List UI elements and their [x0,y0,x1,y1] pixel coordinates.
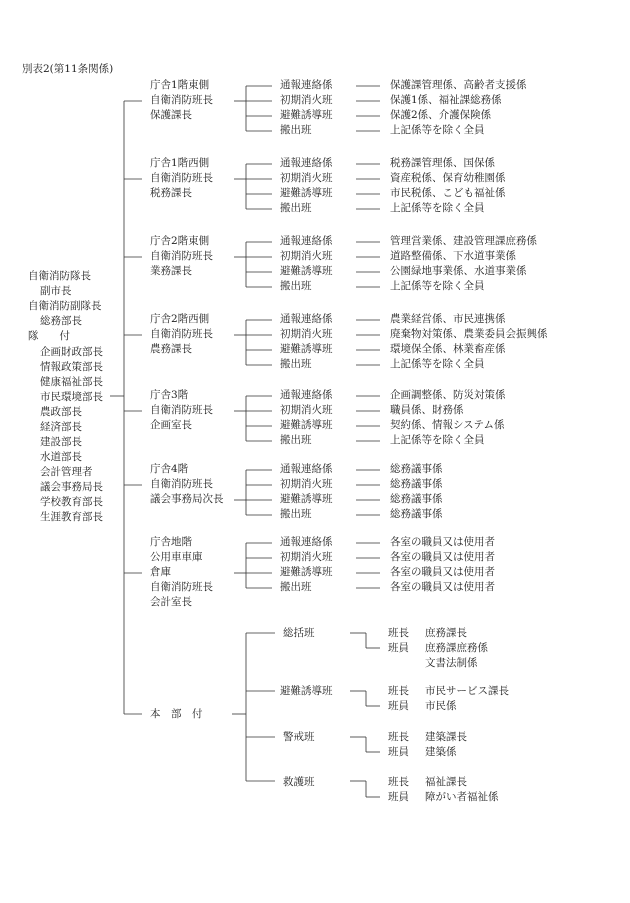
team-members: 総務議事係 [390,493,443,505]
team-members: 上記係等を除く全員 [390,434,485,446]
attached-member: 生涯教育部長 [40,511,103,523]
group-label: 庁舎地階 [150,536,192,548]
vice-commander-name: 総務部長 [40,315,82,327]
attached-title: 隊 付 [28,330,70,342]
team-name: 通報連絡係 [280,389,333,401]
team-members: 農業経営係、市民連携係 [390,313,506,325]
team-members: 総務議事係 [390,478,443,490]
vice-commander-title: 自衛消防副隊長 [28,300,102,312]
team-members: 上記係等を除く全員 [390,280,485,292]
team-members: 資産税係、保育幼稚園係 [390,172,506,184]
member-name: 建築係 [425,746,457,758]
attached-member: 会計管理者 [40,466,93,478]
member-name: 福祉課長 [425,776,467,788]
team-name: 通報連絡係 [280,313,333,325]
attached-member: 建設部長 [40,436,82,448]
team-members: 各室の職員又は使用者 [390,536,495,548]
team-name: 避難誘導班 [280,493,333,505]
team-members: 管理営業係、建設管理課庶務係 [390,235,537,247]
member-role: 班員 [388,791,409,803]
group-label: 自衛消防班長 [150,94,213,106]
honbu-team-name: 総括班 [283,627,315,639]
group-label: 自衛消防班長 [150,172,213,184]
team-members: 職員係、財務係 [390,404,464,416]
commander-title: 自衛消防隊長 [28,270,91,282]
honbu-team-name: 避難誘導班 [280,685,333,697]
team-name: 初期消火班 [280,328,333,340]
team-name: 初期消火班 [280,250,333,262]
team-members: 保護課管理係、高齢者支援係 [390,79,527,91]
group-label: 自衛消防班長 [150,250,213,262]
group-label: 自衛消防班長 [150,478,213,490]
team-members: 各室の職員又は使用者 [390,581,495,593]
honbu-team-name: 救護班 [283,776,315,788]
team-name: 搬出班 [280,581,312,593]
attached-member: 学校教育部長 [40,496,103,508]
team-members: 税務課管理係、国保係 [390,157,495,169]
team-members: 市民税係、こども福祉係 [390,187,506,199]
group-label: 税務課長 [150,187,192,199]
team-members: 道路整備係、下水道事業係 [390,250,516,262]
commander-name: 副市長 [40,285,72,297]
attached-member: 企画財政部長 [40,346,103,358]
member-name: 庶務課長 [425,627,467,639]
group-label: 庁舎4階 [150,463,189,475]
attached-member: 農政部長 [40,406,82,418]
team-members: 上記係等を除く全員 [390,202,485,214]
member-role: 班員 [388,700,409,712]
team-name: 初期消火班 [280,172,333,184]
group-label: 庁舎1階西側 [150,157,210,169]
team-members: 契約係、情報システム係 [390,419,505,431]
group-label: 議会事務局次長 [150,493,224,505]
team-name: 搬出班 [280,508,312,520]
team-name: 搬出班 [280,434,312,446]
member-role: 班長 [388,685,409,697]
team-name: 避難誘導班 [280,419,333,431]
member-name: 市民サービス課長 [425,685,509,697]
group-label: 会計室長 [150,596,192,608]
group-label: 庁舎2階東側 [150,235,210,247]
group-label: 庁舎1階東側 [150,79,210,91]
member-role: 班長 [388,731,409,743]
group-label: 企画室長 [150,419,192,431]
team-name: 通報連絡係 [280,157,333,169]
member-name: 障がい者福祉係 [425,791,499,803]
member-name: 建築課長 [425,731,467,743]
attached-member: 健康福祉部長 [40,376,103,388]
team-members: 各室の職員又は使用者 [390,566,495,578]
member-role: 班長 [388,627,409,639]
group-label: 農務課長 [150,343,192,355]
team-members: 総務議事係 [390,463,443,475]
attached-member: 水道部長 [40,451,82,463]
team-members: 各室の職員又は使用者 [390,551,495,563]
group-label: 自衛消防班長 [150,404,213,416]
team-name: 初期消火班 [280,551,333,563]
team-name: 避難誘導班 [280,265,333,277]
attached-member: 議会事務局長 [40,481,103,493]
team-name: 避難誘導班 [280,343,333,355]
group-label: 庁舎2階西側 [150,313,210,325]
group-label: 倉庫 [150,566,171,578]
team-name: 搬出班 [280,124,312,136]
team-name: 初期消火班 [280,404,333,416]
member-role: 班員 [388,642,409,654]
group-label: 自衛消防班長 [150,328,213,340]
member-name: 庶務課庶務係 [425,642,488,654]
team-name: 初期消火班 [280,94,333,106]
member-name: 市民係 [425,700,457,712]
honbu-label: 本 部 付 [150,708,203,720]
team-members: 公園緑地事業係、水道事業係 [390,265,527,277]
team-name: 通報連絡係 [280,536,333,548]
team-name: 通報連絡係 [280,463,333,475]
team-name: 搬出班 [280,202,312,214]
member-name: 文書法制係 [425,657,478,669]
team-name: 搬出班 [280,358,312,370]
honbu-team-name: 警戒班 [283,731,315,743]
member-role: 班長 [388,776,409,788]
attached-member: 市民環境部長 [40,391,103,403]
member-role: 班員 [388,746,409,758]
group-label: 自衛消防班長 [150,581,213,593]
team-members: 上記係等を除く全員 [390,358,485,370]
group-label: 業務課長 [150,265,192,277]
team-members: 保護2係、介護保険係 [390,109,492,121]
team-name: 搬出班 [280,280,312,292]
team-name: 避難誘導班 [280,566,333,578]
team-members: 廃棄物対策係、農業委員会振興係 [390,328,548,340]
team-name: 通報連絡係 [280,235,333,247]
team-members: 総務議事係 [390,508,443,520]
team-members: 企画調整係、防災対策係 [390,389,506,401]
team-members: 上記係等を除く全員 [390,124,485,136]
team-name: 初期消火班 [280,478,333,490]
team-name: 避難誘導班 [280,187,333,199]
attached-member: 情報政策部長 [40,361,103,373]
group-label: 公用車車庫 [150,551,203,563]
attached-member: 経済部長 [40,421,82,433]
team-name: 通報連絡係 [280,79,333,91]
group-label: 庁舎3階 [150,389,189,401]
page-heading: 別表2(第11条関係) [22,63,114,75]
team-name: 避難誘導班 [280,109,333,121]
team-members: 保護1係、福祉課総務係 [390,94,502,106]
group-label: 保護課長 [150,109,192,121]
team-members: 環境保全係、林業畜産係 [390,343,506,355]
